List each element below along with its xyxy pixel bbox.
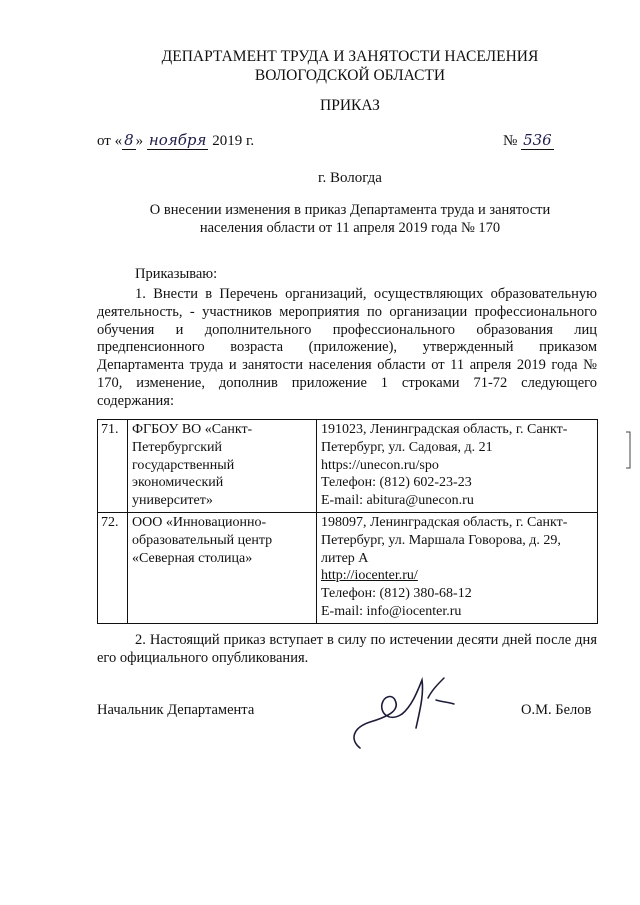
row-number: 72.	[98, 512, 128, 623]
org-line: ООО «Инновационно-	[132, 514, 267, 530]
addr-line: Петербург, ул. Садовая, д. 21	[321, 439, 493, 455]
department-name-line2: ВОЛОГОДСКОЙ ОБЛАСТИ	[254, 67, 446, 84]
date-year: 2019 г.	[212, 133, 255, 149]
table-row	[98, 512, 598, 623]
addr-line: литер А	[321, 550, 369, 566]
org-line: экономический	[132, 475, 224, 491]
website-link[interactable]: http://iocenter.ru/	[321, 568, 418, 584]
row-number: 71.	[98, 420, 128, 513]
organization-contacts	[317, 420, 598, 513]
organization-name	[128, 420, 317, 513]
order-date	[97, 131, 254, 150]
org-line: университет»	[132, 493, 213, 509]
organization-contacts	[317, 512, 598, 623]
phone: Телефон: (812) 380-68-12	[321, 586, 472, 602]
signatory-title: Начальник Департамента	[97, 702, 255, 718]
org-line: ФГБОУ ВО «Санкт-	[132, 422, 253, 437]
date-day: 8	[124, 131, 134, 149]
addr-line: 198097, Ленинградская область, г. Санкт-	[321, 514, 568, 530]
addr-line: 191023, Ленинградская область, г. Санкт-	[321, 422, 568, 437]
org-line: Петербургский	[132, 439, 222, 455]
table-row	[98, 420, 598, 513]
city: г. Вологда	[318, 170, 382, 186]
phone: Телефон: (812) 602-23-23	[321, 475, 472, 491]
paragraph-1: 1. Внести в Перечень организаций, осуществляющих образовательную деятельность, - участников мероприятия по организации профессионального обучения и дополнительного профессионального образования лиц предпенсионного возраста (приложение), утвержденный приказом Департамента труда и занятости населения области от 11 апреля 2019 года № 170, изменение, дополнив приложение 1 строками 71-72 следующего содержания:	[97, 286, 597, 409]
number-value: 536	[523, 131, 552, 149]
paragraph-2: 2. Настоящий приказ вступает в силу по истечении десяти дней после дня его официального опубликования.	[97, 632, 597, 666]
handwritten-signature	[340, 670, 480, 760]
organization-name	[128, 512, 317, 623]
number-label: №	[503, 133, 518, 149]
department-name-line1: ДЕПАРТАМЕНТ ТРУДА И ЗАНЯТОСТИ НАСЕЛЕНИЯ	[161, 48, 539, 65]
org-line: образовательный центр	[132, 532, 273, 548]
org-line: государственный	[132, 457, 235, 473]
website-link[interactable]: https://unecon.ru/spo	[321, 457, 439, 473]
date-prefix: от «	[97, 133, 123, 149]
signatory-name: О.М. Белов	[521, 702, 592, 718]
email[interactable]: E-mail: abitura@unecon.ru	[321, 493, 474, 509]
subject-line1: О внесении изменения в приказ Департамента труда и занятости	[149, 202, 551, 218]
order-number	[503, 131, 554, 150]
date-sep: »	[135, 133, 144, 149]
margin-mark	[624, 430, 632, 470]
org-line: «Северная столица»	[132, 550, 253, 566]
date-month: ноября	[148, 131, 207, 149]
email[interactable]: E-mail: info@iocenter.ru	[321, 603, 462, 619]
organizations-table	[97, 419, 598, 624]
addr-line: Петербург, ул. Маршала Говорова, д. 29,	[321, 532, 561, 548]
prikazyvayu: Приказываю:	[135, 266, 218, 282]
subject-line2: населения области от 11 апреля 2019 года № 170	[199, 220, 501, 236]
department-header	[90, 47, 610, 85]
order-subject	[130, 201, 570, 237]
document-type: ПРИКАЗ	[320, 97, 380, 114]
